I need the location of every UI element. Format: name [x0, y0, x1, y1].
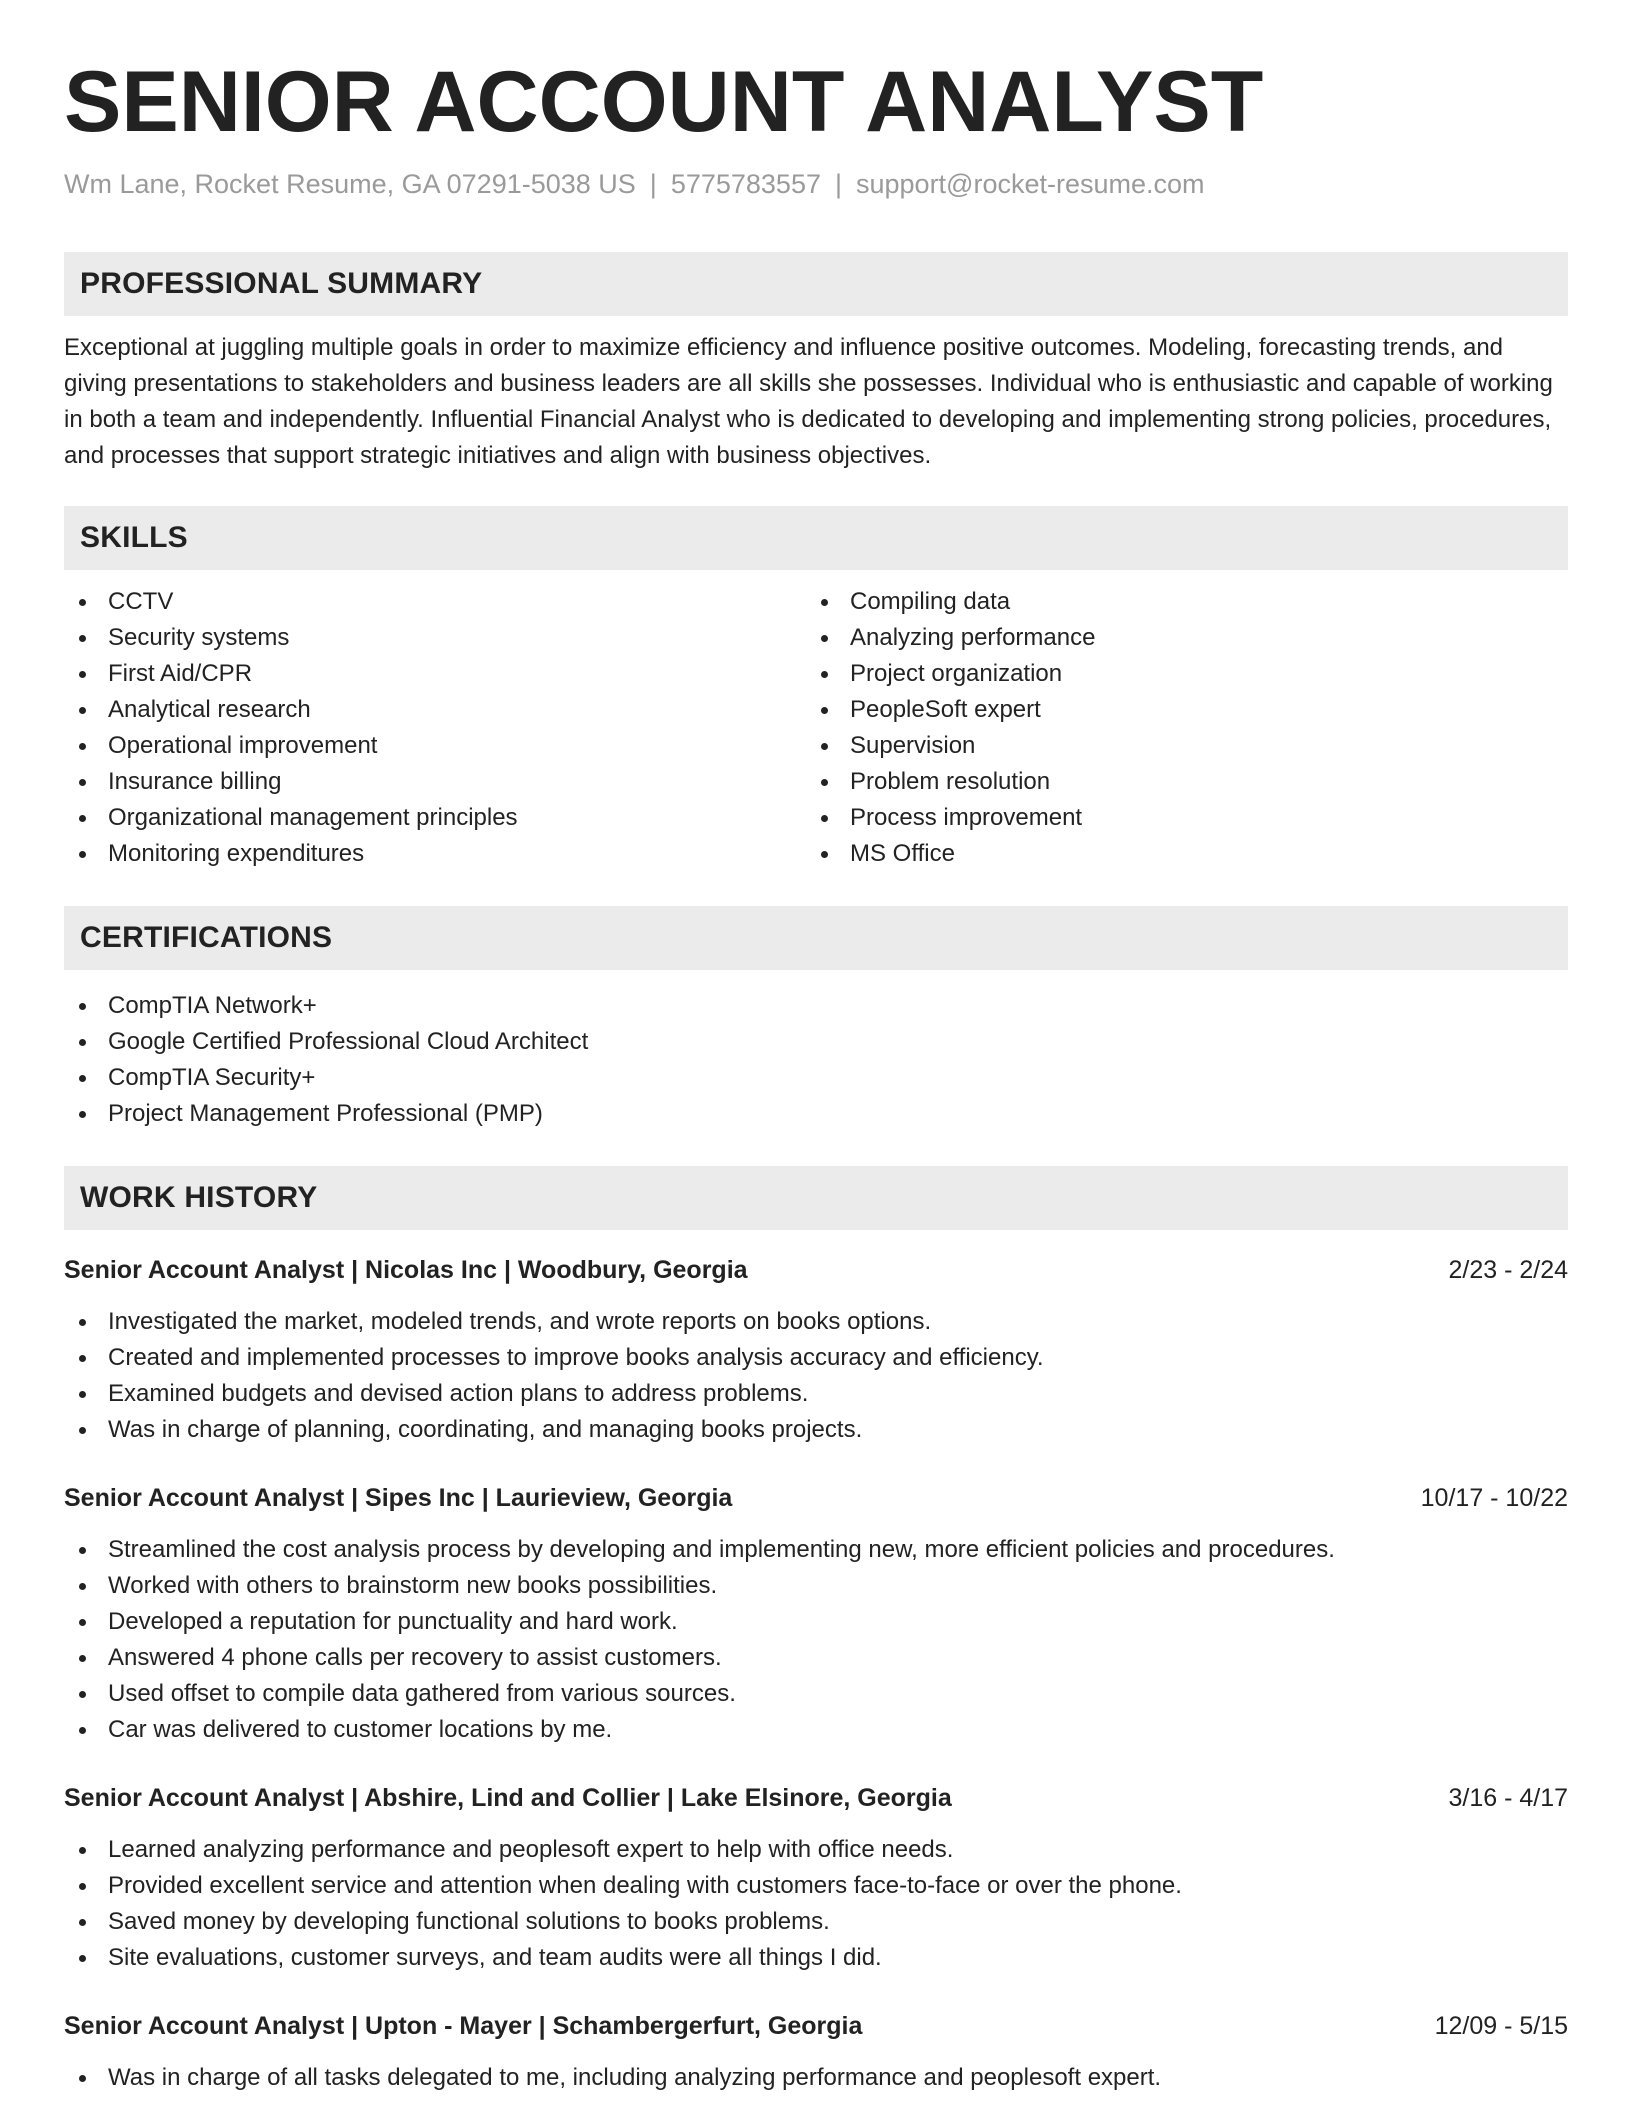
bullet-icon: [79, 1427, 86, 1434]
skills-left-list: [64, 584, 806, 872]
list-item-text: Compiling data: [850, 588, 1011, 615]
job-dates: 10/17 - 10/22: [1420, 1484, 1568, 1512]
job-bullet-text: Answered 4 phone calls per recovery to assist customers.: [108, 1644, 722, 1671]
list-item: [806, 584, 1548, 620]
list-item-text: Project Management Professional (PMP): [108, 1100, 543, 1127]
job-bullet-text: Used offset to compile data gathered from various sources.: [108, 1680, 736, 1707]
list-item-text: Monitoring expenditures: [108, 840, 365, 867]
job-bullets: [64, 1532, 1568, 1748]
list-item-text: Analyzing performance: [850, 624, 1096, 651]
job-bullet-text: Was in charge of all tasks delegated to me, including analyzing performance and peoplesoft expert.: [108, 2064, 1162, 2091]
work-history-heading: WORK HISTORY: [64, 1166, 1568, 1230]
job-bullet: [64, 1604, 1568, 1640]
contact-address: Wm Lane, Rocket Resume, GA 07291-5038 US: [64, 169, 636, 199]
job-entry: [64, 1252, 1568, 1448]
bullet-icon: [821, 743, 828, 750]
job-bullet-text: Learned analyzing performance and peoplesoft expert to help with office needs.: [108, 1836, 954, 1863]
bullet-icon: [79, 1003, 86, 1010]
job-bullet: [64, 1640, 1568, 1676]
skills-columns: [64, 584, 1568, 872]
list-item-text: Security systems: [108, 624, 290, 651]
list-item: [64, 988, 1568, 1024]
list-item: [64, 1024, 1568, 1060]
job-bullet-text: Worked with others to brainstorm new books possibilities.: [108, 1572, 718, 1599]
contact-separator: |: [649, 169, 657, 199]
list-item-text: CCTV: [108, 588, 174, 615]
resume-name-heading: SENIOR ACCOUNT ANALYST: [64, 54, 1264, 150]
certifications-heading: CERTIFICATIONS: [64, 906, 1568, 970]
bullet-icon: [821, 599, 828, 606]
bullet-icon: [79, 1727, 86, 1734]
bullet-icon: [79, 1919, 86, 1926]
list-item: [64, 764, 806, 800]
bullet-icon: [79, 671, 86, 678]
list-item-text: CompTIA Network+: [108, 992, 317, 1019]
bullet-icon: [79, 851, 86, 858]
job-bullet: [64, 1904, 1568, 1940]
job-title: Senior Account Analyst | Abshire, Lind and Collier | Lake Elsinore, Georgia: [64, 1784, 952, 1812]
bullet-icon: [79, 635, 86, 642]
bullet-icon: [79, 1847, 86, 1854]
bullet-icon: [79, 1039, 86, 1046]
bullet-icon: [79, 1111, 86, 1118]
list-item-text: Google Certified Professional Cloud Architect: [108, 1028, 589, 1055]
job-bullet: [64, 1832, 1568, 1868]
list-item: [64, 620, 806, 656]
job-bullets: [64, 2060, 1568, 2096]
bullet-icon: [79, 1583, 86, 1590]
bullet-icon: [79, 1355, 86, 1362]
bullet-icon: [821, 635, 828, 642]
bullet-icon: [79, 1691, 86, 1698]
contact-separator: |: [834, 169, 842, 199]
job-header: [64, 1252, 1568, 1288]
contact-phone: 5775783557: [670, 169, 821, 199]
bullet-icon: [79, 1075, 86, 1082]
list-item: [806, 836, 1548, 872]
work-history-list: [64, 1252, 1568, 2096]
list-item: [64, 728, 806, 764]
list-item: [806, 692, 1548, 728]
bullet-icon: [79, 1391, 86, 1398]
job-bullet-text: Investigated the market, modeled trends, and wrote reports on books options.: [108, 1308, 932, 1335]
skills-heading: SKILLS: [64, 506, 1568, 570]
skills-right-list: [806, 584, 1548, 872]
bullet-icon: [79, 1619, 86, 1626]
bullet-icon: [79, 1883, 86, 1890]
job-title: Senior Account Analyst | Nicolas Inc | Woodbury, Georgia: [64, 1256, 748, 1284]
list-item-text: Insurance billing: [108, 768, 282, 795]
list-item-text: Project organization: [850, 660, 1063, 687]
job-bullet-text: Saved money by developing functional solutions to books problems.: [108, 1908, 830, 1935]
list-item: [64, 584, 806, 620]
certifications-list: [64, 988, 1568, 1132]
bullet-icon: [79, 599, 86, 606]
list-item: [806, 800, 1548, 836]
bullet-icon: [821, 707, 828, 714]
contact-email: support@rocket-resume.com: [856, 169, 1205, 199]
list-item: [806, 728, 1548, 764]
bullet-icon: [79, 1319, 86, 1326]
list-item: [806, 764, 1548, 800]
job-bullet: [64, 2060, 1568, 2096]
job-bullet-text: Streamlined the cost analysis process by developing and implementing new, more efficient policies and procedures.: [108, 1536, 1335, 1563]
job-bullet: [64, 1676, 1568, 1712]
job-title: Senior Account Analyst | Sipes Inc | Laurieview, Georgia: [64, 1484, 733, 1512]
list-item-text: Operational improvement: [108, 732, 378, 759]
list-item-text: Supervision: [850, 732, 976, 759]
bullet-icon: [821, 815, 828, 822]
job-bullet: [64, 1532, 1568, 1568]
job-bullet-text: Car was delivered to customer locations by me.: [108, 1716, 613, 1743]
job-header: [64, 2008, 1568, 2044]
list-item: [64, 692, 806, 728]
bullet-icon: [79, 2075, 86, 2082]
contact-line: [64, 166, 1568, 202]
job-bullets: [64, 1832, 1568, 1976]
list-item-text: PeopleSoft expert: [850, 696, 1041, 723]
job-dates: 3/16 - 4/17: [1448, 1784, 1568, 1812]
list-item-text: Process improvement: [850, 804, 1083, 831]
list-item: [806, 620, 1548, 656]
job-bullet: [64, 1868, 1568, 1904]
bullet-icon: [79, 707, 86, 714]
list-item: [64, 836, 806, 872]
bullet-icon: [821, 671, 828, 678]
job-entry: [64, 1780, 1568, 1976]
job-bullet-text: Developed a reputation for punctuality and hard work.: [108, 1608, 678, 1635]
job-dates: 2/23 - 2/24: [1448, 1256, 1568, 1284]
list-item: [64, 1096, 1568, 1132]
job-header: [64, 1480, 1568, 1516]
list-item-text: First Aid/CPR: [108, 660, 253, 687]
job-entry: [64, 2008, 1568, 2096]
bullet-icon: [79, 1547, 86, 1554]
job-dates: 12/09 - 5/15: [1434, 2012, 1568, 2040]
bullet-icon: [79, 1655, 86, 1662]
job-bullets: [64, 1304, 1568, 1448]
job-bullet: [64, 1412, 1568, 1448]
job-bullet: [64, 1304, 1568, 1340]
job-bullet-text: Created and implemented processes to improve books analysis accuracy and efficiency.: [108, 1344, 1044, 1371]
job-bullet: [64, 1568, 1568, 1604]
resume-page: [64, 0, 1568, 2096]
job-bullet: [64, 1940, 1568, 1976]
list-item: [64, 800, 806, 836]
job-bullet-text: Provided excellent service and attention when dealing with customers face-to-face or over the phone.: [108, 1872, 1182, 1899]
bullet-icon: [79, 815, 86, 822]
job-bullet-text: Was in charge of planning, coordinating, and managing books projects.: [108, 1416, 863, 1443]
job-bullet: [64, 1376, 1568, 1412]
bullet-icon: [79, 1955, 86, 1962]
job-bullet: [64, 1340, 1568, 1376]
summary-text: Exceptional at juggling multiple goals in order to maximize efficiency and influence positive outcomes. Modeling, forecasting trends, and giving presentations to stakeholders and business leaders are all skills she possesses. Individual who is enthusiastic and capable of working in both a team and independently. Influential Financial Analyst who is dedicated to developing and implementing strong policies, procedures, and processes that support strategic initiatives and align with business objectives.: [64, 334, 1553, 469]
list-item-text: Problem resolution: [850, 768, 1051, 795]
job-bullet-text: Site evaluations, customer surveys, and team audits were all things I did.: [108, 1944, 882, 1971]
bullet-icon: [821, 851, 828, 858]
summary-heading: PROFESSIONAL SUMMARY: [64, 252, 1568, 316]
list-item-text: Organizational management principles: [108, 804, 518, 831]
job-entry: [64, 1480, 1568, 1748]
list-item: [806, 656, 1548, 692]
list-item: [64, 656, 806, 692]
list-item: [64, 1060, 1568, 1096]
job-bullet: [64, 1712, 1568, 1748]
bullet-icon: [79, 743, 86, 750]
job-bullet-text: Examined budgets and devised action plans to address problems.: [108, 1380, 809, 1407]
bullet-icon: [821, 779, 828, 786]
list-item-text: MS Office: [850, 840, 955, 867]
job-header: [64, 1780, 1568, 1816]
list-item-text: Analytical research: [108, 696, 311, 723]
list-item-text: CompTIA Security+: [108, 1064, 316, 1091]
bullet-icon: [79, 779, 86, 786]
job-title: Senior Account Analyst | Upton - Mayer | Schambergerfurt, Georgia: [64, 2012, 863, 2040]
